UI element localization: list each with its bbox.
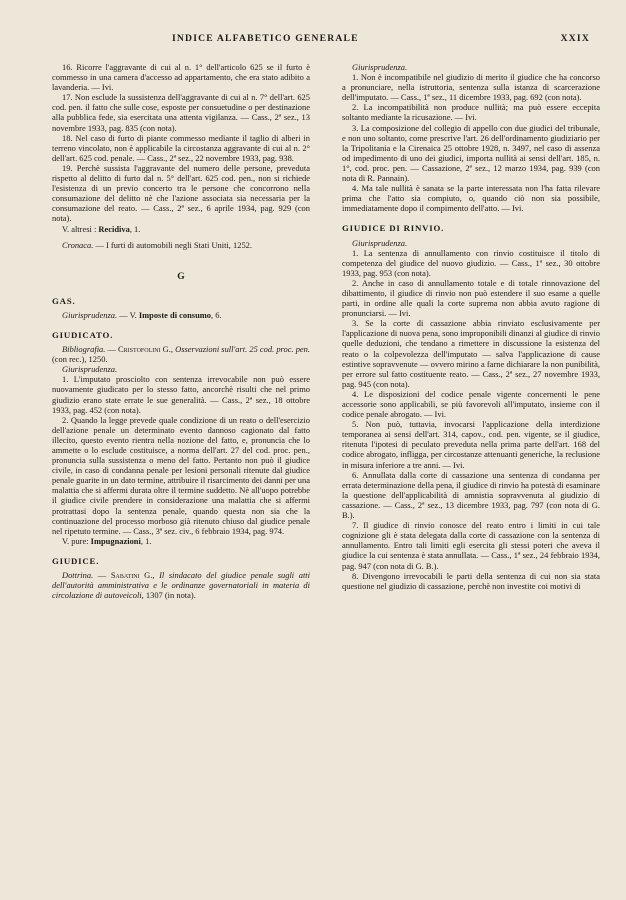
subheading-giurisprudenza: Giurisprudenza. [352, 237, 408, 248]
entry-item: 8. Divengono irrevocabili le parti della sentenza di cui non sia stata questione nel giudizio di cassazione, perchè non investite coi motivi di [342, 570, 600, 591]
cronaca-line: Cronaca. — I furti di automobili negli Stati Uniti, 1252. [62, 239, 252, 250]
see-also-line: V. pure: Impugnazioni, 1. [62, 535, 152, 546]
entry-item: 1. La sentenza di annullamento con rinvio costituisce il titolo di competenza del giudice del nuovo giudizio. — Cass., 1ª sez., 30 ottobre 1933, pag. 953 (con nota). [342, 247, 600, 278]
two-column-body [52, 62, 600, 882]
entry-item: 19. Perchè sussista l'aggravante del numero delle persone, preveduta rispetto al delitto di furto dal n. 5° dell'art. 625 cod. pen., non si richiede l'esistenza di un previo concerto tra le persone che concorrono nella consumazione del delitto nè che l'azione associata sia necessaria per la consumazione del reato. — Cass., 2ª sez., 6 aprile 1934, pag. 929 (con nota). [52, 162, 310, 224]
entry-item: 18. Nel caso di furto di piante commesso mediante il taglio di alberi in terreno vincolato, non è applicabile la circostanza aggravante di cui al n. 2° dell'art. 625 cod. penale. — Cass., 2ª sez., 22 novembre 1933, pag. 938. [52, 132, 310, 163]
page-number: XXIX [560, 33, 590, 44]
section-letter: G [177, 271, 185, 282]
entry-item: 2. Quando la legge prevede quale condizione di un reato o dell'esercizio dell'azione penale un determinato evento dannoso cagionato dal fatto illecito, questo evento rientra nella nozione del fatto, e, pronuncia che lo ammette o lo esclude costituisce, a norma dell'art. 27 del cod. proc. pen., pronuncia sulla sussistenza o meno del fatto. Pertanto non può il giudice civile, in caso di condanna penale per lesioni personali ritenute dal giudice penale guarite in un dato termine, attribuire il risarcimento dei danni per una malattia che si affermi durata oltre il termine suddetto. Nè all'uopo potrebbe il giudice civile prendere in considerazione una malattia che si affermi protrattasi dopo la sentenza penale, quando questa non sia che la continuazione del processo morboso già ritenuto chiuso dal giudice penale nel ripetuto termine. — Cass., 3ª sez. civ., 6 febbraio 1934, pag. 974. [52, 414, 310, 536]
see-also-ref[interactable]: Recidiva [98, 223, 130, 234]
subheading-giurisprudenza: Giurisprudenza. [62, 364, 118, 375]
entry-item: 1. L'imputato prosciolto con sentenza irrevocabile non può essere nuovamente giudicato per lo stesso fatto, ancorchè risulti che nel primo giudizio erano state errate le sue generalità. — Cass., 2ª sez., 18 ottobre 1933, pag. 452 (con nota). [52, 374, 310, 415]
running-header [52, 33, 592, 49]
entry-item: 4. Ma tale nullità è sanata se la parte interessata non l'ha fatta rilevare prima che l'atto sia compiuto, o, quando ciò non sia possibile, immediatamente dopo il compimento dell'atto. — Ivi. [342, 183, 600, 214]
entry-item: 6. Annullata dalla corte di cassazione una sentenza di condanna per errata determinazione della pena, il giudice di rinvio ha potestà di esaminare la questione dell'applicabilità di amnistia sopravvenuta al giudizio di cassazione. — Cass., 2ª sez., 13 dicembre 1933, pag. 797 (con nota di G. B.). [342, 469, 600, 521]
bibliografia-line: Bibliografia. — Cristofolini G., Osservazioni sull'art. 25 cod. proc. pen. (con rec.), 1250. [52, 344, 311, 365]
subheading-giurisprudenza: Giurisprudenza. [352, 62, 408, 72]
heading-giudice: GIUDICE. [52, 555, 100, 566]
entry-item: 3. Se la corte di cassazione abbia rinviato esclusivamente per l'applicazione di nuova pena, sono improponibili dinanzi al giudice di rinvio quelle deduzioni, che tendano a rimettere in discussione la esistenza del reato o la colpevolezza dell'imputato — salva l'applicazione di cause estintive sopravvenute — ovvero mirino a farne dichiarare la non punibilità, per errore sul fatto costituente reato. — Cass., 2ª sez., 27 novembre 1933, pag. 945 (con nota). [342, 318, 600, 389]
gas-ref-line: Giurisprudenza. — V. Imposte di consumo, 6. [62, 309, 222, 320]
dottrina-line: Dottrina. — Sabatini G., Il sindacato del giudice penale sugli atti dell'autorità amministrativa e le ordinanze governatoriali in materia di circolazione di autoveicoli, 1307 (in nota). [52, 570, 310, 601]
header-title: INDICE ALFABETICO GENERALE [172, 33, 359, 44]
heading-gas: GAS. [52, 295, 76, 306]
right-column [342, 62, 600, 591]
entry-item: 1. Non è incompatibile nel giudizio di merito il giudice che ha concorso a pronunciare, nella istruttoria, sentenza sulla istanza di scarcerazione dell'imputato. — Cass., 1ª sez., 11 dicembre 1933, pag. 692 (con nota). [342, 72, 600, 103]
heading-giudice-di-rinvio: GIUDICE DI RINVIO. [342, 223, 445, 234]
entry-item: 17. Non esclude la sussistenza dell'aggravante di cui al n. 7° dell'art. 625 cod. pen. il fatto che sulle cose, esposte per consuetudine o per destinazione alla pubblica fede, sia esercitata una attenta vigilanza. — Cass., 2ª sez., 13 novembre 1933, pag. 835 (con nota). [52, 92, 310, 133]
entry-item: 4. Le disposizioni del codice penale vigente concernenti le pene accessorie sono applicabili, se più favorevoli all'imputato, insieme con il codice penale abrogato. — Ivi. [342, 388, 600, 420]
entry-item: 7. Il giudice di rinvio conosce del reato entro i limiti in cui tale cognizione gli è stata delegata dalla corte di cassazione con la sentenza di annullamento. Entro tali limiti egli esercita gli stessi poteri che aveva il giudice la cui sentenza è stata annullata. — Cass., 1ª sez., 24 febbraio 1934, pag. 947 (con nota di G. B.). [342, 520, 600, 571]
entry-item: 2. La incompatibilità non produce nullità; ma può essere eccepita soltanto mediante la ricusazione. — Ivi. [342, 102, 600, 123]
see-also-line: V. altresì : Recidiva, 1. [62, 223, 141, 234]
entry-item: 2. Anche in caso di annullamento totale e di totale rinnovazione del dibattimento, il giudice di rinvio non può estendere il suo esame a quelle parti, in ordine alle quali la corte suprema non abbia avuto ragione di pronunciarsi. — Ivi. [342, 277, 600, 319]
entry-item: 5. Non può, tuttavia, invocarsi l'applicazione della interdizione temporanea ai sensi dell'art. 314, capov., cod. pen. vigente, se il giudice, ritenuta l'ipotesi di peculato preveduta nella prima parte dell'art. 168 del codice abrogato, infligga, per circostanze attenuanti generiche, la reclusione in misura inferiore a tre anni. — Ivi. [342, 419, 600, 470]
left-column [52, 62, 310, 600]
entry-item: 16. Ricorre l'aggravante di cui al n. 1° dell'articolo 625 se il furto è commesso in una camera d'accesso ad appartamento, che era stato adibito a lavanderia. — Ivi. [52, 62, 310, 93]
heading-giudicato: GIUDICATO. [52, 329, 114, 340]
see-also-ref[interactable]: Impugnazioni [90, 535, 141, 546]
entry-item: 3. La composizione del collegio di appello con due giudici del tribunale, e non uno soltanto, come prescrive l'art. 26 dell'ordinamento giudiziario per la Tripolitania e la Cirenaica 25 ottobre 1928, n. 3497, nel caso di assenza od impedimento di uno dei giudici, importa nullità ai sensi dell'art. 185, n. 1°, cod. proc. pen. — Cassazione, 2ª sez., 12 marzo 1934, pag. 939 (con nota di R. Pannain). [342, 122, 600, 184]
see-also-ref[interactable]: Imposte di consumo [138, 309, 212, 320]
